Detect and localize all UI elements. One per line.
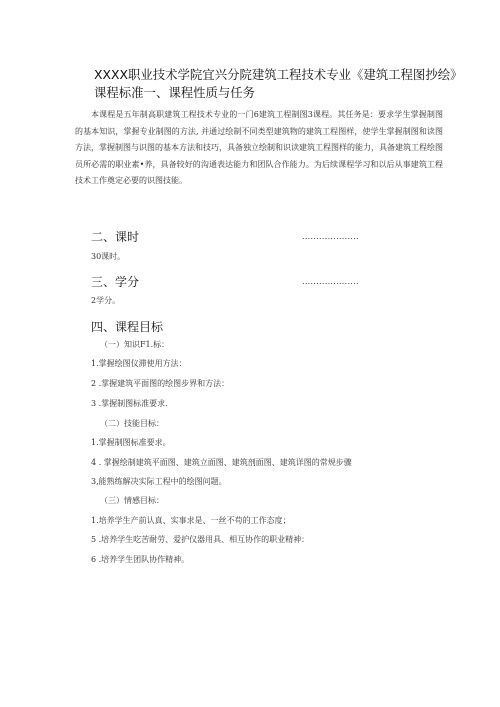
- skill-item: 1.掌握制图标准要求。: [91, 438, 171, 447]
- document-title: [94, 66, 474, 102]
- course-intro-paragraph: 本课程是五年制高职建筑工程技术专业的一门6建筑工程制图3课程。其任务是：要求学生掌握制图的基本知识，掌握专业制图的方法, 并通过绘制不同类型建筑物的建筑工程图样，使学生掌握制图和读图方法，掌握制图与识图的基本方法和技巧，具备独立绘制和识读建筑工程图样的能力，具备建筑工程绘图员所必需的职业素•养，具备较好的沟通表达能力和团队合作能力。为后续课程学习和以后从事建筑工程技术工作奠定必要的识图技能。: [75, 110, 443, 185]
- section-hours-text: 30课时。: [91, 252, 126, 261]
- emotion-item: 6 .培养学生团队协作精神。: [91, 555, 190, 564]
- knowledge-objectives-heading: （一）知识F1.标：: [100, 340, 170, 349]
- knowledge-item: 1.掌握绘图仪滞使用方法：: [91, 359, 187, 368]
- section-hours-heading: 二、课时: [91, 230, 140, 244]
- title-line-2: 课程标准一、课程性质与任务: [94, 85, 256, 100]
- title-line-1: XXXX职业技术学院宜兴分院建筑工程技术专业《建筑工程图抄绘》: [94, 67, 463, 82]
- section-objectives-heading: 四、课程目标: [91, 320, 164, 334]
- skill-objectives-heading: （二）技能目标：: [100, 419, 164, 428]
- knowledge-item: 2 .掌握建筑平面图的绘图步界和方法：: [91, 379, 230, 388]
- section-credits-text: 2学分。: [91, 296, 121, 305]
- emotion-item: 1.培养学生产前认真、实事求是、一丝不苟的工作态度；: [91, 516, 291, 525]
- emotion-item: 5 .培养学生吃苦耐劳、爱护仪器用具、相互协作的职业精神：: [91, 535, 310, 544]
- section-credits-leader-dots: ....................: [302, 277, 359, 286]
- emotion-objectives-heading: （三）情感目标：: [100, 496, 164, 505]
- skill-item: 3,能熟练解决实际工程中的绘图问题。: [91, 477, 227, 486]
- knowledge-item: 3 .掌握制图标准要求.: [91, 399, 168, 408]
- section-credits-heading: 三、学分: [91, 275, 140, 289]
- skill-item: 4 . 掌握绘制建筑平面图、建筑立面图、建筑剖面图、建筑详图的常规步骤: [91, 458, 352, 467]
- section-hours-leader-dots: ....................: [302, 232, 359, 241]
